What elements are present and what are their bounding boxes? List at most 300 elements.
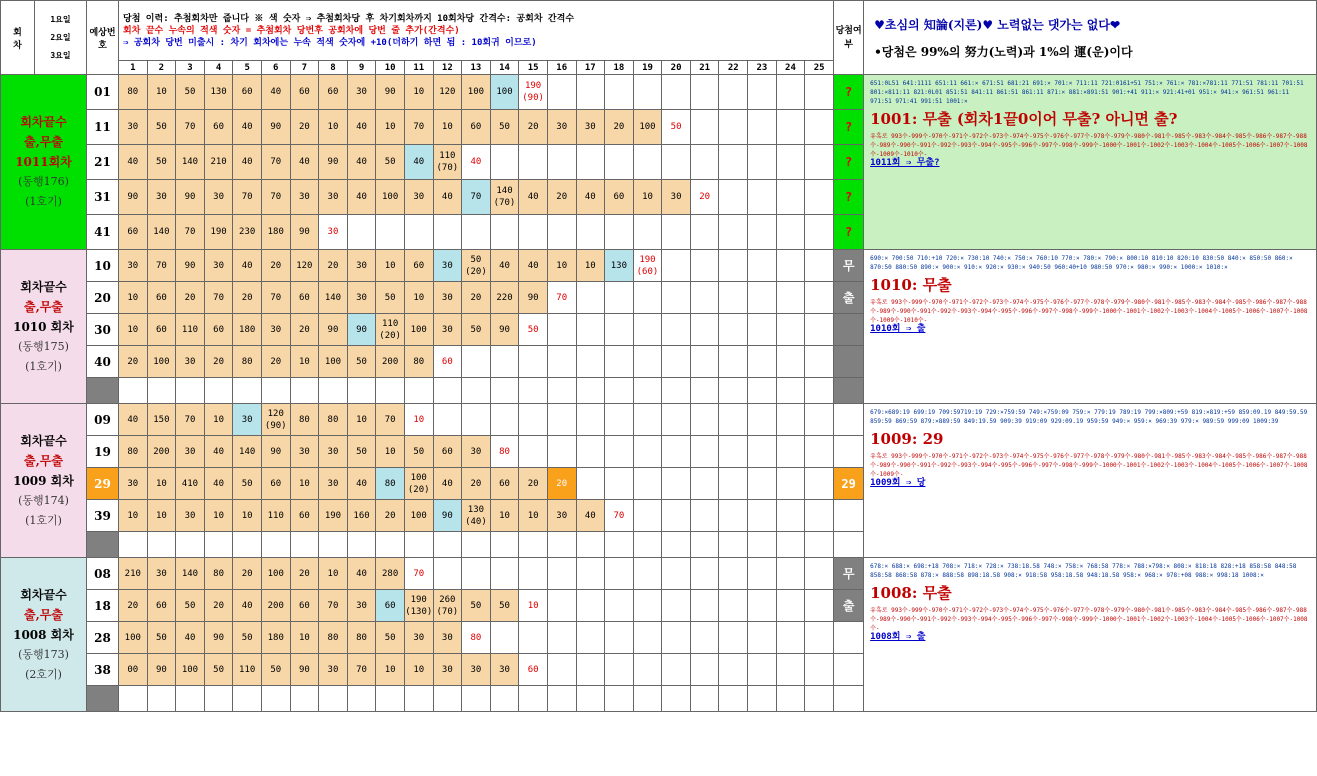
- number-cell: 50: [147, 145, 176, 180]
- number-cell: [547, 346, 576, 378]
- number-cell: [547, 145, 576, 180]
- number-cell: 70: [404, 110, 433, 145]
- number-cell: 10: [404, 654, 433, 686]
- number-cell: 30: [347, 282, 376, 314]
- number-cell: 60: [319, 75, 348, 110]
- number-cell: [748, 622, 777, 654]
- row-number: 31: [87, 180, 119, 215]
- number-cell: [633, 75, 662, 110]
- number-cell: [376, 686, 405, 712]
- number-cell: [404, 215, 433, 250]
- number-cell: [690, 110, 719, 145]
- win-flag: [834, 404, 864, 436]
- number-cell: [719, 590, 748, 622]
- number-cell: [605, 468, 634, 500]
- win-flag: [834, 654, 864, 686]
- column-number: 19: [633, 61, 662, 75]
- number-cell: [805, 314, 834, 346]
- number-cell: [547, 590, 576, 622]
- number-cell: [547, 654, 576, 686]
- number-cell: [690, 282, 719, 314]
- number-cell: [490, 346, 519, 378]
- number-cell: [633, 558, 662, 590]
- number-cell: 70: [605, 500, 634, 532]
- number-cell: [748, 558, 777, 590]
- row-number: 30: [87, 314, 119, 346]
- number-cell: 60: [147, 282, 176, 314]
- number-cell: 20: [547, 180, 576, 215]
- number-cell: 50: [147, 110, 176, 145]
- number-cell: [662, 282, 691, 314]
- number-cell: [547, 75, 576, 110]
- number-cell: 190: [319, 500, 348, 532]
- number-cell: 10: [519, 500, 548, 532]
- history-sequence: 유혹로 993수-999수-970수-971수-972수-973수-974수-975수-976수-977수-978수-979수-980수-981수-985수-983수-984수-985수-986수-987수-988수-989수-990수-991수-992수-993수-994수-995수-996수-997수-998수-999수-1000수-1001수-1002수-1003수-1004수-1005수-1006수-1007수-1008수-1009수-1010수-: [870, 133, 1308, 158]
- round-result-title: 1001: 무출 (회차1끝0이어 무출? 아니면 출?: [870, 110, 1178, 128]
- round-label: [1, 250, 87, 404]
- number-cell: 20: [176, 282, 205, 314]
- number-cell: 40: [204, 468, 233, 500]
- number-cell: [633, 404, 662, 436]
- number-cell: 60: [233, 75, 262, 110]
- number-cell: [748, 282, 777, 314]
- number-cell: 40: [404, 145, 433, 180]
- number-cell: 140: [233, 436, 262, 468]
- column-number: 8: [319, 61, 348, 75]
- number-cell: 20: [547, 468, 576, 500]
- number-cell: [748, 180, 777, 215]
- number-cell: [805, 436, 834, 468]
- number-cell: [662, 590, 691, 622]
- number-cell: [776, 436, 805, 468]
- number-cell: [519, 346, 548, 378]
- round-label-line: (동행173): [18, 647, 69, 661]
- number-cell: 10: [319, 110, 348, 145]
- number-cell: [490, 145, 519, 180]
- number-cell: 90: [519, 282, 548, 314]
- number-cell: [576, 654, 605, 686]
- number-cell: 90: [176, 180, 205, 215]
- round-label-line: 출,무출: [24, 607, 63, 622]
- number-cell: [719, 500, 748, 532]
- number-cell: [433, 215, 462, 250]
- number-cell: 100: [319, 346, 348, 378]
- number-cell: [776, 404, 805, 436]
- number-cell: 200: [376, 346, 405, 378]
- number-cell: 410: [176, 468, 205, 500]
- number-cell: [776, 654, 805, 686]
- number-cell: [662, 346, 691, 378]
- number-cell: [719, 180, 748, 215]
- number-cell: [776, 558, 805, 590]
- win-flag: ?: [834, 145, 864, 180]
- number-cell: [690, 532, 719, 558]
- number-cell: 80: [347, 622, 376, 654]
- number-cell: 160: [347, 500, 376, 532]
- number-cell: 60: [462, 110, 491, 145]
- number-cell: [376, 215, 405, 250]
- number-cell: 60: [147, 590, 176, 622]
- number-cell: [662, 436, 691, 468]
- win-flag: 출: [834, 590, 864, 622]
- number-cell: 130: [605, 250, 634, 282]
- number-cell: 30: [433, 654, 462, 686]
- win-flag: [834, 622, 864, 654]
- number-cell: 10: [433, 110, 462, 145]
- number-cell: 30: [433, 282, 462, 314]
- number-cell: 20: [462, 468, 491, 500]
- number-cell: [776, 500, 805, 532]
- number-cell: 00: [119, 654, 148, 686]
- number-cell: 30: [290, 180, 319, 215]
- column-number: 4: [204, 61, 233, 75]
- row-number: 10: [87, 250, 119, 282]
- column-number: 11: [404, 61, 433, 75]
- number-cell: [662, 468, 691, 500]
- round-link[interactable]: 1008회 ⇒ 출: [870, 632, 926, 642]
- number-cell: 30: [319, 468, 348, 500]
- number-cell: 100: [633, 110, 662, 145]
- number-cell: 10: [633, 180, 662, 215]
- number-cell: [748, 468, 777, 500]
- number-cell: [519, 378, 548, 404]
- win-flag: [834, 532, 864, 558]
- number-cell: [690, 500, 719, 532]
- number-cell: 70: [147, 250, 176, 282]
- number-cell: 80: [319, 404, 348, 436]
- number-cell: [490, 404, 519, 436]
- number-cell: 60: [519, 654, 548, 686]
- number-cell: 190 (90): [519, 75, 548, 110]
- number-cell: 60: [376, 590, 405, 622]
- column-number: 21: [690, 61, 719, 75]
- number-cell: [719, 282, 748, 314]
- number-cell: 80: [119, 75, 148, 110]
- number-cell: 70: [176, 404, 205, 436]
- number-cell: [805, 378, 834, 404]
- number-cell: 50: [462, 590, 491, 622]
- number-cell: [662, 622, 691, 654]
- round-link[interactable]: 1011회 ⇒ 무출?: [870, 158, 940, 168]
- number-cell: [662, 145, 691, 180]
- number-cell: [805, 686, 834, 712]
- number-cell: 20: [204, 590, 233, 622]
- number-cell: 30: [176, 346, 205, 378]
- number-cell: [290, 532, 319, 558]
- number-cell: 30: [119, 468, 148, 500]
- number-cell: [576, 346, 605, 378]
- number-cell: [662, 378, 691, 404]
- number-cell: [404, 378, 433, 404]
- number-cell: 50 (20): [462, 250, 491, 282]
- win-flag: [834, 686, 864, 712]
- number-cell: [690, 215, 719, 250]
- number-cell: [662, 250, 691, 282]
- number-cell: [633, 145, 662, 180]
- number-cell: [690, 686, 719, 712]
- round-notes: [864, 75, 1317, 250]
- number-cell: 30: [462, 654, 491, 686]
- number-cell: [490, 215, 519, 250]
- number-cell: 20: [233, 558, 262, 590]
- number-cell: [719, 378, 748, 404]
- number-cell: [805, 500, 834, 532]
- number-cell: [433, 558, 462, 590]
- number-cell: [519, 145, 548, 180]
- round-label-line: 1010 회차: [13, 319, 74, 334]
- header-col-round: 회 차: [1, 1, 35, 75]
- number-cell: 120: [290, 250, 319, 282]
- number-cell: [433, 532, 462, 558]
- header-win-flag: 당첨여부: [834, 1, 864, 75]
- number-cell: [490, 622, 519, 654]
- number-cell: [690, 75, 719, 110]
- number-cell: 10: [547, 250, 576, 282]
- number-cell: 10: [119, 500, 148, 532]
- number-cell: [605, 346, 634, 378]
- win-flag: ?: [834, 75, 864, 110]
- number-cell: [376, 532, 405, 558]
- number-cell: 280: [376, 558, 405, 590]
- round-label-line: 회차끝수: [20, 115, 67, 129]
- number-cell: [462, 404, 491, 436]
- number-cell: 50: [233, 468, 262, 500]
- number-cell: [748, 314, 777, 346]
- number-cell: 30: [662, 180, 691, 215]
- number-cell: 140 (70): [490, 180, 519, 215]
- number-cell: [233, 532, 262, 558]
- number-cell: [690, 404, 719, 436]
- number-cell: 10: [376, 654, 405, 686]
- row-number: 09: [87, 404, 119, 436]
- number-cell: [176, 686, 205, 712]
- number-cell: 70: [462, 180, 491, 215]
- note-line-1: 당첨 이력: 추첨회차만 줍니다 ※ 색 숫자 ⇒ 추첨회차당 후 차기회차까지 10회차당 간격수: 공회차 간격수: [123, 13, 575, 24]
- row-number: 01: [87, 75, 119, 110]
- number-cell: 10: [404, 282, 433, 314]
- number-cell: [805, 215, 834, 250]
- number-cell: [204, 686, 233, 712]
- number-cell: [776, 532, 805, 558]
- number-cell: [719, 654, 748, 686]
- number-cell: 190: [204, 215, 233, 250]
- number-cell: [233, 378, 262, 404]
- number-cell: [176, 378, 205, 404]
- history-small: 679:×689:19 699:19 709:59719:19 729:×759:59 749:×759:09 759:× 779:19 789:19 799:×809:+59 819:×819:+59 859:09.19 849:59.59 859:59 869:59 879:×889:59 849:19.59 909:39 919:09 929:09.19 959:59 949:× 959:× 969:39 979:× 989:59 999:09 1009:39: [870, 409, 1308, 425]
- number-cell: [776, 282, 805, 314]
- number-cell: [690, 145, 719, 180]
- number-cell: [605, 215, 634, 250]
- number-cell: 210: [204, 145, 233, 180]
- win-flag: ?: [834, 110, 864, 145]
- number-cell: 60: [605, 180, 634, 215]
- number-cell: 60: [404, 250, 433, 282]
- round-label-line: (동행175): [18, 339, 69, 353]
- number-cell: [690, 468, 719, 500]
- number-cell: 20: [519, 468, 548, 500]
- number-cell: 60: [433, 436, 462, 468]
- number-cell: [319, 378, 348, 404]
- number-cell: 40: [347, 558, 376, 590]
- number-cell: [433, 378, 462, 404]
- week-label: 3요일: [50, 50, 71, 60]
- number-cell: [776, 378, 805, 404]
- number-cell: 50: [519, 314, 548, 346]
- number-cell: [462, 686, 491, 712]
- header-weekday-group: [35, 1, 87, 75]
- number-cell: [805, 468, 834, 500]
- number-cell: [748, 75, 777, 110]
- row-number: 18: [87, 590, 119, 622]
- number-cell: 30: [404, 180, 433, 215]
- number-cell: 10: [404, 404, 433, 436]
- number-cell: 10: [490, 500, 519, 532]
- number-cell: [633, 468, 662, 500]
- round-link[interactable]: 1009회 ⇒ 당: [870, 478, 926, 488]
- number-cell: [605, 314, 634, 346]
- number-cell: 20: [290, 558, 319, 590]
- number-cell: [119, 532, 148, 558]
- number-cell: [261, 378, 290, 404]
- number-cell: 10: [376, 436, 405, 468]
- number-cell: 10: [147, 75, 176, 110]
- number-cell: [519, 532, 548, 558]
- round-label: [1, 404, 87, 558]
- number-cell: [462, 215, 491, 250]
- number-cell: [119, 686, 148, 712]
- number-cell: 20: [233, 282, 262, 314]
- header-motto: [864, 1, 1317, 75]
- number-cell: 40: [519, 250, 548, 282]
- round-result-title: 1010: 무출: [870, 276, 952, 294]
- number-cell: [633, 346, 662, 378]
- number-cell: [776, 346, 805, 378]
- number-cell: [633, 282, 662, 314]
- number-cell: [605, 145, 634, 180]
- number-cell: [547, 686, 576, 712]
- number-cell: [748, 590, 777, 622]
- number-cell: [776, 622, 805, 654]
- number-cell: [605, 558, 634, 590]
- round-link[interactable]: 1010회 ⇒ 출: [870, 324, 926, 334]
- number-cell: [519, 686, 548, 712]
- number-cell: [547, 532, 576, 558]
- history-small: 651:0L51 641:1111 651:11 661:× 671:51 681:21 691:× 701:× 711:11 721:0161+51 751:× 761:× 781:×781:11 771:51 781:11 701:51 801:×811:11 821:0L01 851:51 841:11 861:51 861:11 871:× 881:×891:51 901:+41 911:× 921:41+01 951:× 941:× 961:51 961:11 971:51 971:41 991:51 1001:×: [870, 80, 1304, 105]
- number-cell: 20: [290, 314, 319, 346]
- number-cell: 30: [147, 558, 176, 590]
- number-cell: 10: [519, 590, 548, 622]
- number-cell: 100 (20): [404, 468, 433, 500]
- number-cell: 90: [490, 314, 519, 346]
- number-cell: [319, 686, 348, 712]
- number-cell: [805, 558, 834, 590]
- number-cell: 100: [261, 558, 290, 590]
- number-cell: 150: [147, 404, 176, 436]
- number-cell: 30: [233, 404, 262, 436]
- number-cell: 40: [433, 180, 462, 215]
- number-cell: 60: [147, 314, 176, 346]
- number-cell: 110: [233, 654, 262, 686]
- number-cell: [719, 346, 748, 378]
- number-cell: [290, 378, 319, 404]
- week-label: 1요일: [50, 14, 71, 24]
- number-cell: [462, 532, 491, 558]
- number-cell: 40: [119, 404, 148, 436]
- number-cell: 100: [404, 500, 433, 532]
- number-cell: 30: [462, 436, 491, 468]
- number-cell: [719, 622, 748, 654]
- win-flag: [834, 436, 864, 468]
- number-cell: 30: [347, 75, 376, 110]
- number-cell: 30: [576, 110, 605, 145]
- number-cell: 100: [376, 180, 405, 215]
- number-cell: [576, 145, 605, 180]
- number-cell: 50: [204, 654, 233, 686]
- number-cell: 100: [119, 622, 148, 654]
- number-cell: 10: [290, 468, 319, 500]
- round-label-line: (2호기): [25, 667, 62, 681]
- number-cell: [519, 622, 548, 654]
- number-cell: 40: [233, 590, 262, 622]
- number-cell: 80: [233, 346, 262, 378]
- number-cell: 40: [462, 145, 491, 180]
- column-number: 3: [176, 61, 205, 75]
- number-cell: 40: [576, 180, 605, 215]
- number-cell: [690, 250, 719, 282]
- header-notes: [119, 1, 834, 61]
- round-label-line: 1011회차: [15, 155, 72, 169]
- number-cell: 140: [147, 215, 176, 250]
- number-cell: 70: [176, 215, 205, 250]
- history-sequence: 유혹로 993수-999수-970수-971수-972수-973수-974수-975수-976수-977수-978수-979수-980수-981수-985수-983수-984수-985수-986수-987수-988수-989수-990수-991수-992수-993수-994수-995수-996수-997수-998수-999수-1000수-1001수-1002수-1003수-1004수-1005수-1006수-1007수-1008수-1009수-: [870, 453, 1308, 478]
- number-cell: 50: [376, 282, 405, 314]
- number-cell: 10: [347, 404, 376, 436]
- number-cell: [805, 75, 834, 110]
- number-cell: [576, 404, 605, 436]
- number-cell: 180: [261, 622, 290, 654]
- number-cell: 20: [119, 590, 148, 622]
- number-cell: 60: [490, 468, 519, 500]
- header-expected-number: 예상번호: [87, 1, 119, 75]
- win-flag: ?: [834, 180, 864, 215]
- number-cell: [776, 314, 805, 346]
- column-number: 1: [119, 61, 148, 75]
- round-label-line: (동행174): [18, 493, 69, 507]
- number-cell: 30: [319, 180, 348, 215]
- number-cell: 80: [204, 558, 233, 590]
- number-cell: 100: [404, 314, 433, 346]
- round-label-line: 출,무출: [24, 135, 63, 149]
- number-cell: [748, 686, 777, 712]
- column-number: 12: [433, 61, 462, 75]
- row-number: 28: [87, 622, 119, 654]
- number-cell: 110 (20): [376, 314, 405, 346]
- number-cell: 30: [147, 180, 176, 215]
- number-cell: [719, 468, 748, 500]
- round-label-line: (1호기): [25, 195, 62, 208]
- win-flag: 29: [834, 468, 864, 500]
- number-cell: 40: [347, 468, 376, 500]
- number-cell: 100: [462, 75, 491, 110]
- number-cell: 190 (130): [404, 590, 433, 622]
- number-cell: [748, 215, 777, 250]
- number-cell: [433, 404, 462, 436]
- number-cell: [633, 436, 662, 468]
- number-cell: 90: [261, 436, 290, 468]
- number-cell: [490, 378, 519, 404]
- number-cell: 70: [233, 180, 262, 215]
- number-cell: 30: [547, 110, 576, 145]
